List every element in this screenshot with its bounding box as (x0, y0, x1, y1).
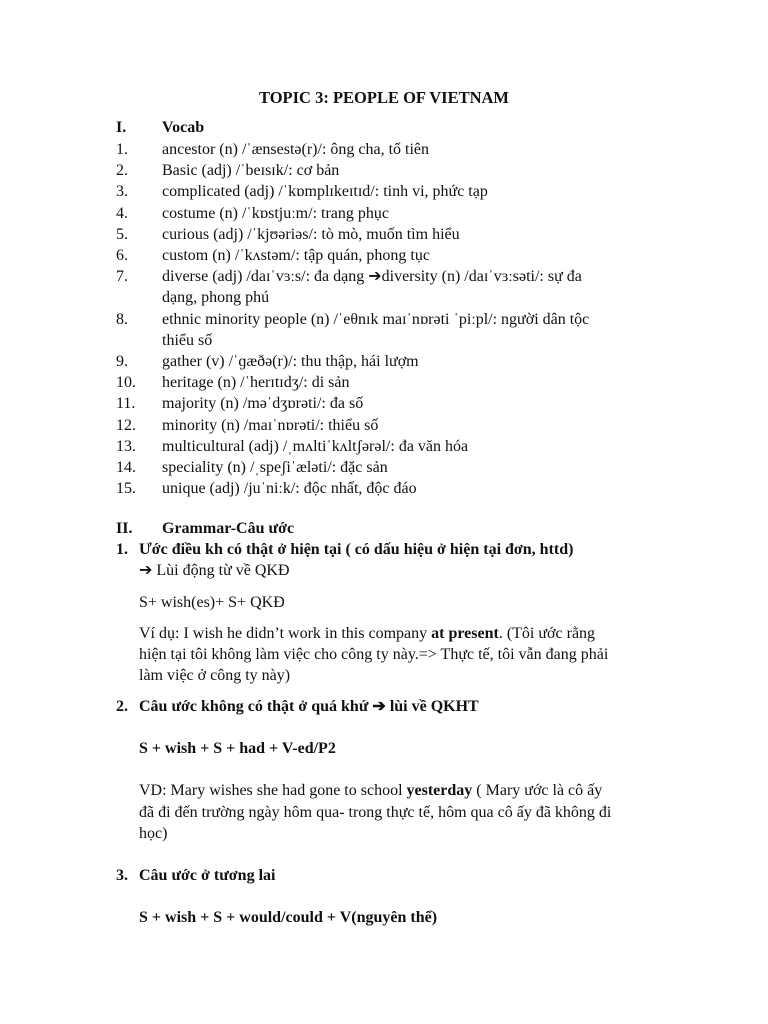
vocab-item-num: 6. (116, 247, 128, 264)
grammar-s2-ex-bold: yesterday (406, 782, 473, 799)
grammar-heading-text: Grammar-Câu ước (162, 520, 295, 537)
grammar-s1-arrow-text: ➔ Lùi động từ về QKĐ (139, 562, 290, 579)
vocab-item-text: gather (v) /ˈɡæðə(r)/: thu thập, hái lượm (162, 353, 419, 370)
vocab-item-num: 7. (116, 268, 128, 286)
vocab-item-text: custom (n) /ˈkʌstəm/: tập quán, phong tục (162, 247, 430, 264)
grammar-heading-num: II. (116, 520, 133, 537)
grammar-s3-title-text: Câu ước ở tương lai (139, 867, 276, 884)
grammar-s1-ex-line2: hiện tại tôi không làm việc cho công ty này.=> Thực tế, tôi vẫn đang phải (139, 646, 609, 663)
grammar-s2-ex-post: ( Mary ước là cô ấy (472, 782, 603, 799)
vocab-item-text: costume (n) /ˈkɒstjuːm/: trang phục (162, 204, 389, 222)
vocab-item-num: 13. (116, 437, 136, 455)
vocab-item-text: curious (adj) /ˈkjʊəriəs/: tò mò, muốn tìm hiểu (162, 225, 460, 243)
grammar-s3-num: 3. (116, 867, 128, 884)
vocab-item-num: 15. (116, 480, 136, 498)
grammar-s2-ex-pre: VD: Mary wishes she had gone to school (139, 782, 407, 799)
vocab-item-num: 8. (116, 310, 128, 328)
vocab-item-text: unique (adj) /juˈniːk/: độc nhất, độc đáo (162, 480, 417, 498)
vocab-item-num: 9. (116, 353, 128, 370)
vocab-item-text: majority (n) /məˈdʒɒrəti/: đa số (162, 395, 364, 413)
grammar-s1-formula-text: S+ wish(es)+ S+ QKĐ (139, 594, 285, 611)
grammar-s1-num: 1. (116, 541, 128, 558)
vocab-item-num: 10. (116, 374, 136, 392)
grammar-s1-example (139, 624, 595, 644)
vocab-item-text: diverse (adj) /daɪˈvɜːs/: đa dạng ➔diversity (n) /daɪˈvɜːsəti/: sự đa (162, 268, 582, 286)
vocab-item-cont-text: thiểu số (162, 331, 213, 349)
grammar-s2-ex-line2: đã đi đến trường ngày hôm qua- trong thực tế, hôm qua cô ấy đã không đi (139, 804, 612, 821)
vocab-item-cont-text: dạng, phong phú (162, 289, 270, 307)
vocab-item-num: 2. (116, 162, 128, 180)
vocab-item-text: complicated (adj) /ˈkɒmplɪkeɪtɪd/: tinh vi, phức tạp (162, 183, 488, 201)
vocab-item-text: speciality (n) /ˌspeʃiˈæləti/: đặc sản (162, 459, 388, 476)
vocab-item-num: 11. (116, 395, 136, 413)
vocab-heading-text: Vocab (162, 119, 205, 136)
vocab-item-num: 3. (116, 183, 128, 201)
grammar-s1-ex-bold: at present (431, 625, 499, 642)
grammar-s2-example (139, 781, 602, 801)
grammar-s1-title-text: Ước điều kh có thật ở hiện tại ( có dấu hiệu ở hiện tại đơn, httd) (139, 541, 574, 558)
vocab-item-text: Basic (adj) /ˈbeɪsɪk/: cơ bản (162, 162, 340, 180)
grammar-s2-ex-line3: học) (139, 825, 168, 842)
page-title: TOPIC 3: PEOPLE OF VIETNAM (259, 88, 509, 107)
vocab-item-text: heritage (n) /ˈherɪtɪdʒ/: di sản (162, 374, 350, 392)
vocab-heading-num: I. (116, 119, 127, 136)
vocab-item-num: 1. (116, 141, 128, 158)
grammar-s1-ex-pre: Ví dụ: I wish he didn’t work in this company (139, 625, 432, 642)
grammar-s1-ex-line3: làm việc ở công ty này) (139, 667, 291, 684)
vocab-item-text: ancestor (n) /ˈænsestə(r)/: ông cha, tổ tiên (162, 141, 430, 158)
grammar-s2-formula-text: S + wish + S + had + V-ed/P2 (139, 740, 336, 757)
vocab-item-num: 5. (116, 225, 128, 243)
grammar-s2-num: 2. (116, 698, 128, 715)
vocab-item-num: 14. (116, 459, 136, 476)
grammar-s1-ex-post: . (Tôi ước rằng (498, 625, 596, 642)
vocab-item-num: 12. (116, 416, 136, 434)
vocab-item-text: multicultural (adj) /ˌmʌltiˈkʌltʃərəl/: đa văn hóa (162, 437, 469, 455)
vocab-item-text: minority (n) /maɪˈnɒrəti/: thiểu số (162, 416, 379, 434)
vocab-item-text: ethnic minority people (n) /ˈeθnɪk maɪˈnɒrəti ˈpiːpl/: người dân tộc (162, 310, 590, 328)
vocab-item-num: 4. (116, 204, 128, 222)
grammar-s2-title-text: Câu ước không có thật ở quá khứ ➔ lùi về QKHT (139, 698, 479, 715)
grammar-s3-formula-text: S + wish + S + would/could + V(nguyên thể) (139, 909, 438, 926)
